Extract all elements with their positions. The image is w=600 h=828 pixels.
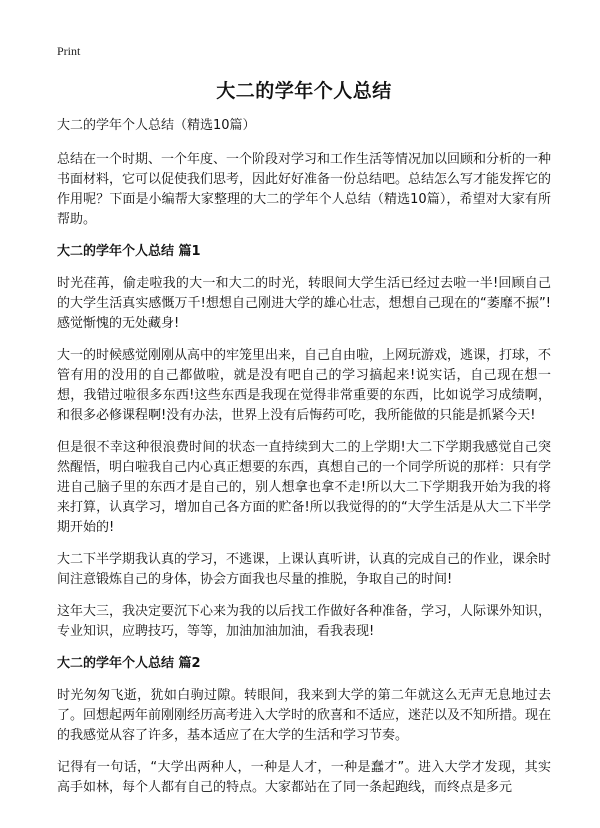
section1-paragraph: 这年大三，我决定要沉下心来为我的以后找工作做好各种准备，学习，人际课外知识，专业知识，应聘技巧，等等，加油加油加油，看我表现! xyxy=(57,604,552,639)
page-title: 大二的学年个人总结 xyxy=(216,80,392,102)
section1-paragraph: 大一的时候感觉刚刚从高中的牢笼里出来，自己自由啦，上网玩游戏，逃课，打球，不管有用的没用的自己都做啦，就是没有吧自己的学习搞起来!说实话，自己现在想一想，我错过啦很多东西!这些东西是我现在觉得非常重要的东西，比如说学习成绩啊，和很多必修课程啊!没有办法，世界上没有后悔药可吃，我所能做的只能是抓紧今天! xyxy=(57,348,552,423)
section2-paragraph: 时光匆匆飞逝，犹如白驹过隙。转眼间，我来到大学的第二年就这么无声无息地过去了。回想起两年前刚刚经历高考进入大学时的欣喜和不适应，迷茫以及不知所措。现在的我感觉从容了许多，基本适应了在大学的生活和学习节奏。 xyxy=(57,688,552,743)
section1-paragraph: 时光荏苒，偷走啦我的大一和大二的时光，转眼间大学生活已经过去啦一半!回顾自己的大学生活真实感慨万千!想想自己刚进大学的雄心壮志，想想自己现在的“萎靡不振”!感觉惭愧的无处藏身! xyxy=(57,276,551,331)
section1-paragraph: 但是很不幸这种很浪费时间的状态一直持续到大二的上学期!大二下学期我感觉自己突然醒悟，明白啦我自己内心真正想要的东西，真想自己的一个同学所说的那样：只有学进自己脑子里的东西才是自己的，别人想拿也拿不走!所以大二下学期我开始为我的将来打算，认真学习，增加自己各方面的贮备!所以我觉得的的“大学生活是从大二下半学期开始的! xyxy=(57,440,552,535)
section-heading-1: 大二的学年个人总结 篇1 xyxy=(57,244,201,259)
document-subtitle: 大二的学年个人总结（精选10篇） xyxy=(57,118,256,133)
section2-paragraph: 记得有一句话，“大学出两种人，一种是人才，一种是蠢才”。进入大学才发现，其实高手如林，每个人都有自己的特点。大家都站在了同一条起跑线，而终点是多元 xyxy=(57,760,551,795)
print-link[interactable]: Print xyxy=(57,44,81,58)
intro-paragraph: 总结在一个时期、一个年度、一个阶段对学习和工作生活等情况加以回顾和分析的一种书面材料，它可以促使我们思考，因此好好准备一份总结吧。总结怎么写才能发挥它的作用呢？下面是小编帮大家整理的大二的学年个人总结（精选10篇），希望对大家有所帮助。 xyxy=(57,152,552,227)
document-body xyxy=(57,80,551,810)
section1-paragraph: 大二下半学期我认真的学习，不逃课，上课认真听讲，认真的完成自己的作业，课余时间注意锻炼自己的身体，协会方面我也尽量的推脱，争取自己的时间! xyxy=(57,552,552,587)
section-heading-2: 大二的学年个人总结 篇2 xyxy=(57,656,201,671)
